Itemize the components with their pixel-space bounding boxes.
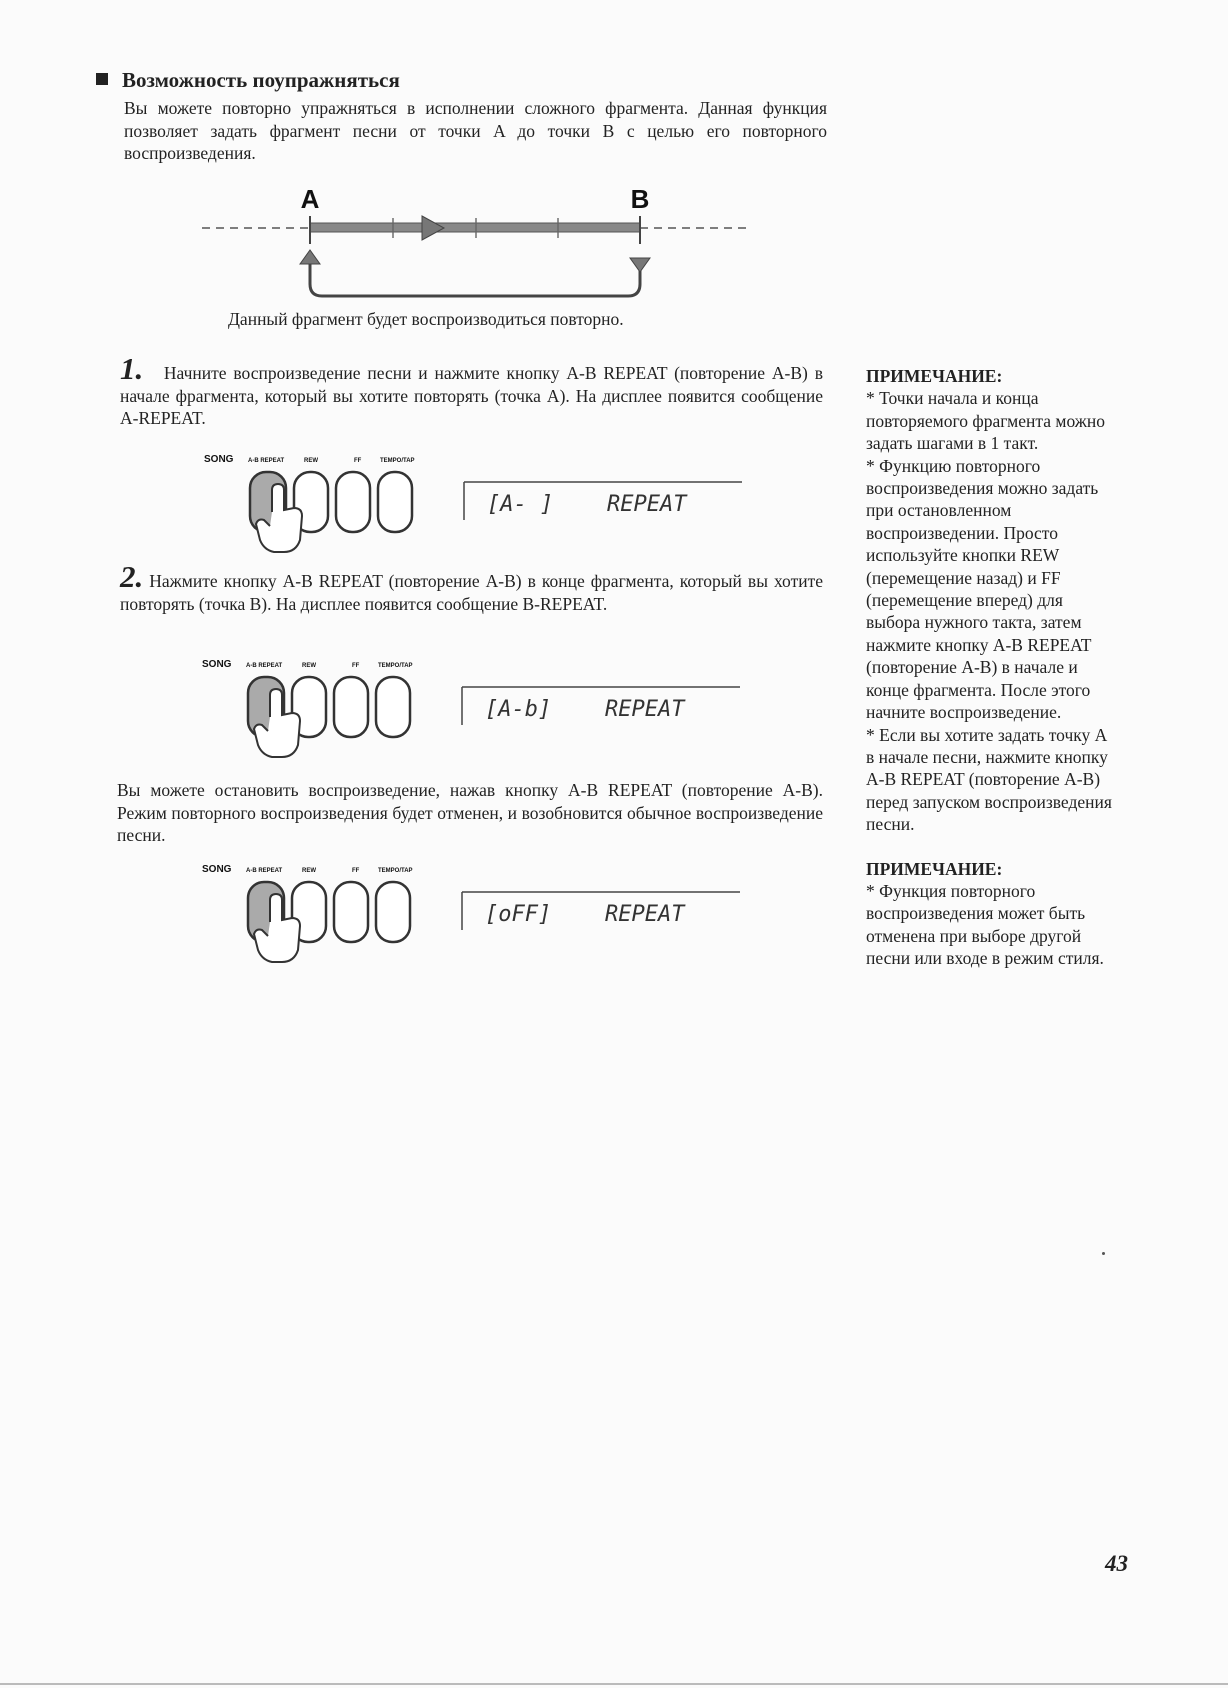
lcd-display-value: [A- ] — [487, 492, 554, 517]
rew-label: REW — [302, 663, 316, 669]
rew-label: REW — [302, 868, 316, 874]
point-a-label: A — [300, 184, 320, 214]
note-2-item-1: * Функция повторного воспроизведения может быть отменена при выборе другой песни или входе в режим стиля. — [866, 880, 1104, 969]
step-1-number: 1. — [120, 351, 144, 386]
step-1 — [120, 351, 824, 430]
notes-column — [866, 365, 1116, 970]
ab-repeat-label: A-B REPEAT — [246, 663, 283, 669]
ff-label: FF — [352, 663, 360, 669]
step-2 — [120, 559, 823, 615]
tempo-tap-label: TEMPO/TAP — [380, 458, 415, 464]
arrow-right-icon — [422, 216, 444, 240]
ab-repeat-diagram — [200, 180, 760, 305]
ab-repeat-label: A-B REPEAT — [246, 868, 283, 874]
note-1-item-3: * Если вы хотите задать точку A в начале песни, нажмите кнопку A-B REPEAT (повторение A-B) перед запуском воспроизведения песни. — [866, 724, 1112, 835]
ff-button — [334, 677, 368, 737]
note-1-item-1: * Точки начала и конца повторяемого фрагмента можно задать шагами в 1 такт. — [866, 388, 1105, 454]
stop-paragraph: Вы можете остановить воспроизведение, нажав кнопку A-B REPEAT (повторение A-B). Режим повторного воспроизведения будет отменен, и возобновится обычное воспроизведение песни. — [117, 780, 823, 845]
page-number: 43 — [1105, 1551, 1128, 1576]
scan-dot — [1102, 1252, 1105, 1255]
tempo-tap-label: TEMPO/TAP — [378, 663, 413, 669]
panel-step-1 — [202, 452, 762, 562]
tempo-tap-button — [376, 677, 410, 737]
tempo-tap-label: TEMPO/TAP — [378, 868, 413, 874]
panel-step-2 — [200, 657, 760, 767]
point-b-label: B — [630, 184, 650, 214]
lcd-display-value: [A-b] — [485, 697, 552, 722]
step-2-number: 2. — [120, 559, 144, 594]
section-heading — [96, 68, 400, 93]
ff-label: FF — [354, 458, 362, 464]
note-2-title: ПРИМЕЧАНИЕ: — [866, 858, 1003, 879]
arrow-up-icon — [300, 250, 320, 264]
ff-button — [336, 472, 370, 532]
intro-paragraph: Вы можете повторно упражняться в исполнении сложного фрагмента. Данная функция позволяет задать фрагмент песни от точки A до точки B с целью его повторного воспроизведения. — [124, 98, 827, 163]
square-bullet-icon — [96, 73, 108, 85]
panel-stop — [200, 862, 760, 972]
page-bottom-edge — [0, 1683, 1228, 1685]
ab-repeat-label: A-B REPEAT — [248, 458, 285, 464]
note-1-title: ПРИМЕЧАНИЕ: — [866, 366, 1003, 386]
arrow-down-icon — [630, 258, 650, 272]
note-1-item-2: * Функцию повторного воспроизведения можно задать при остановленном воспроизведении. Просто используйте кнопки REW (перемещение назад) и FF (перемещение вперед) для выбора нужного такта, затем нажмите кнопку A-B REPEAT (повторение A-B) в начале и конце фрагмента. После этого начните воспроизведение. — [866, 455, 1099, 723]
step-1-text: Начните воспроизведение песни и нажмите кнопку A-B REPEAT (повторение A-B) в начале фрагмента, который вы хотите повторять (точка A). На дисплее появится сообщение A-REPEAT. — [120, 363, 824, 428]
lcd-display-mode: REPEAT — [607, 492, 687, 517]
return-loop — [310, 264, 640, 296]
song-label: SONG — [202, 659, 232, 670]
ff-button — [334, 882, 368, 942]
lcd-display-mode: REPEAT — [605, 902, 685, 927]
fragment-bar — [310, 223, 640, 232]
lcd-display-value: [oFF] — [485, 902, 552, 927]
tempo-tap-button — [378, 472, 412, 532]
step-2-text: Нажмите кнопку A-B REPEAT (повторение A-B) в конце фрагмента, который вы хотите повторять (точка B). На дисплее появится сообщение B-REPEAT. — [120, 571, 823, 614]
ff-label: FF — [352, 868, 360, 874]
diagram-caption: Данный фрагмент будет воспроизводиться повторно. — [228, 309, 624, 329]
song-label: SONG — [204, 454, 234, 465]
lcd-display-mode: REPEAT — [605, 697, 685, 722]
song-label: SONG — [202, 864, 232, 875]
rew-label: REW — [304, 458, 318, 464]
tempo-tap-button — [376, 882, 410, 942]
section-title: Возможность поупражняться — [122, 68, 400, 92]
